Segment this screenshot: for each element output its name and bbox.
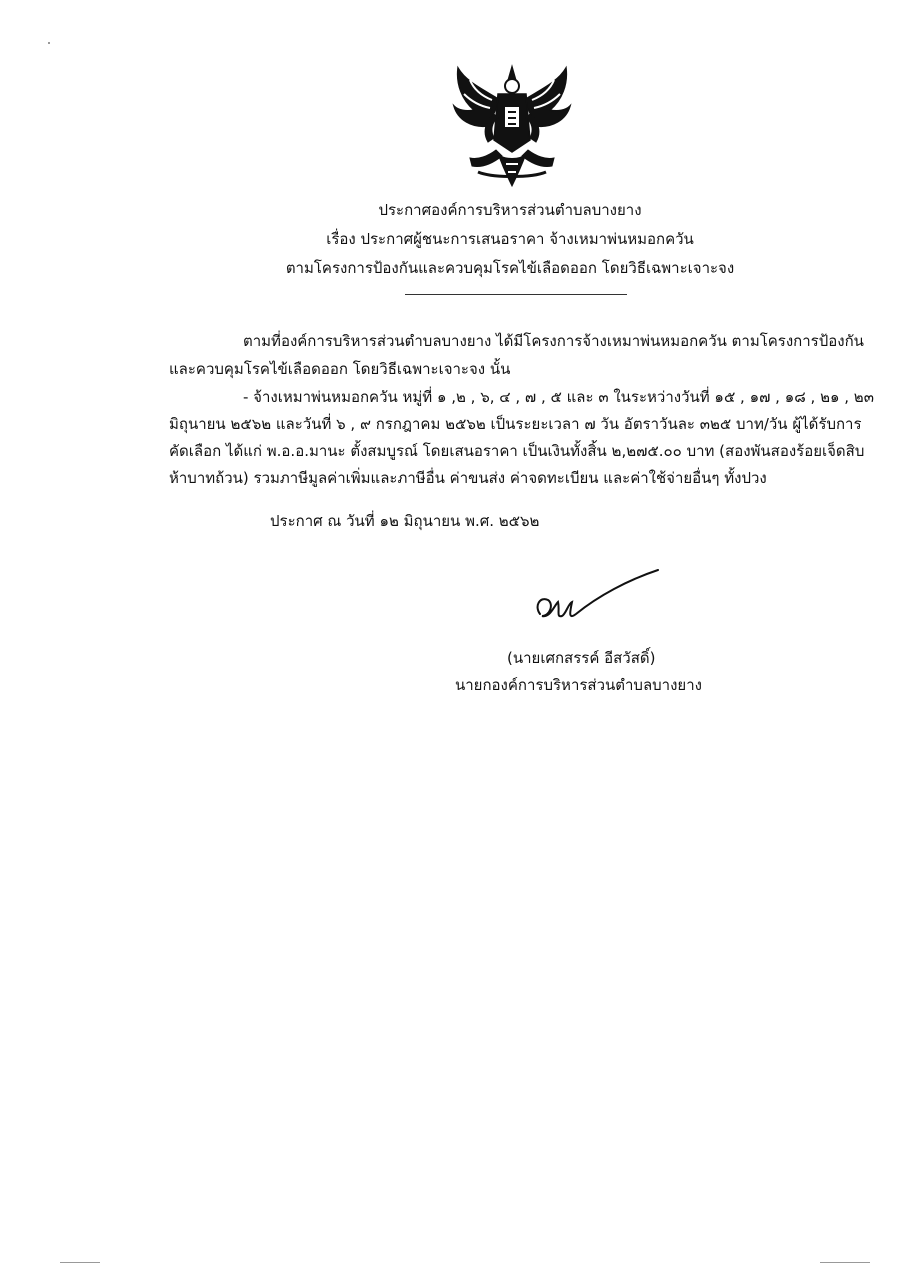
garuda-emblem-icon [448, 60, 576, 192]
scan-speck [48, 42, 50, 44]
item-line2: มิถุนายน ๒๕๖๒ และวันที่ ๖ , ๙ กรกฎาคม ๒๕๖๒ เป็นระยะเวลา ๗ วัน อัตราวันละ ๓๒๕ บาท/วัน ผู้ได้รับการ [169, 415, 862, 433]
heading-divider [405, 294, 627, 295]
announcement-heading: ประกาศองค์การบริหารส่วนตำบลบางยาง [378, 201, 642, 219]
item-line1: - จ้างเหมาพ่นหมอกควัน หมู่ที่ ๑ ,๒ , ๖, ๔ , ๗ , ๕ และ ๓ ในระหว่างวันที่ ๑๕ , ๑๗ , ๑๘ , ๒๑ , ๒๓ [243, 388, 874, 406]
handwritten-signature [528, 566, 668, 636]
item-line4: ห้าบาทถ้วน) รวมภาษีมูลค่าเพิ่มและภาษีอื่น ค่าขนส่ง ค่าจดทะเบียน และค่าใช้จ่ายอื่นๆ ทั้งปวง [169, 469, 767, 487]
scan-speck [820, 1262, 870, 1263]
announcement-date: ประกาศ ณ วันที่ ๑๒ มิถุนายน พ.ศ. ๒๕๖๒ [270, 512, 540, 530]
signer-name: (นายเศกสรรค์ อีสวัสดิ์) [507, 649, 656, 667]
item-line3: คัดเลือก ได้แก่ พ.อ.อ.มานะ ตั้งสมบูรณ์ โดยเสนอราคา เป็นเงินทั้งสิ้น ๒,๒๗๕.๐๐ บาท (สองพันสองร้อยเจ็ดสิบ [169, 442, 865, 460]
intro-paragraph-line2: และควบคุมโรคไข้เลือดออก โดยวิธีเฉพาะเจาะจง นั้น [169, 360, 511, 378]
subject-line: เรื่อง ประกาศผู้ชนะการเสนอราคา จ้างเหมาพ่นหมอกควัน [326, 230, 694, 248]
signer-title: นายกองค์การบริหารส่วนตำบลบางยาง [455, 676, 702, 694]
intro-paragraph-line1: ตามที่องค์การบริหารส่วนตำบลบางยาง ได้มีโครงการจ้างเหมาพ่นหมอกควัน ตามโครงการป้องกัน [243, 332, 864, 350]
scan-speck [60, 1262, 100, 1263]
subject-line-2: ตามโครงการป้องกันและควบคุมโรคไข้เลือดออก โดยวิธีเฉพาะเจาะจง [285, 259, 735, 277]
